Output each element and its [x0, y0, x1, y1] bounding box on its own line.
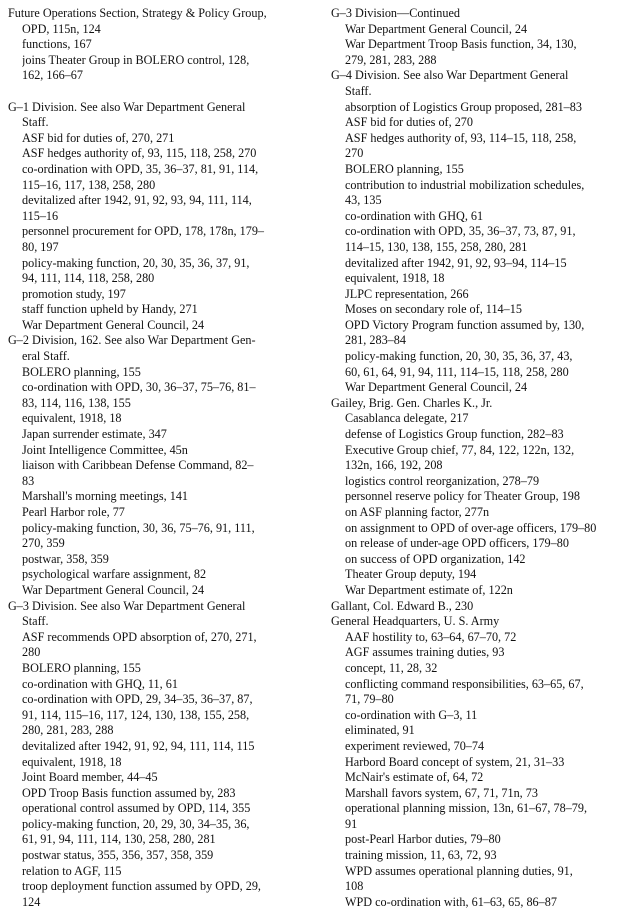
- index-subentry: War Department Troop Basis function, 34, 130,: [345, 37, 577, 52]
- index-subentry: equivalent, 1918, 18: [22, 754, 122, 769]
- index-continuation: 115–16: [22, 208, 59, 223]
- index-subentry: War Department General Council, 24: [345, 380, 528, 395]
- index-subentry: Marshall favors system, 67, 71, 71n, 73: [345, 785, 538, 800]
- index-subentry: post-Pearl Harbor duties, 79–80: [345, 832, 501, 847]
- index-subentry: policy-making function, 20, 30, 35, 36, 37, 91,: [22, 255, 250, 270]
- index-subentry: co-ordination with OPD, 30, 36–37, 75–76, 81–: [22, 380, 256, 395]
- index-subentry: McNair's estimate of, 64, 72: [345, 770, 484, 785]
- index-subentry: relation to AGF, 115: [22, 863, 122, 878]
- index-heading: G–2 Division, 162. See also War Department Gen-: [8, 333, 256, 348]
- index-subentry: postwar status, 355, 356, 357, 358, 359: [22, 848, 214, 863]
- index-subentry: BOLERO planning, 155: [22, 364, 141, 379]
- index-continuation: 280, 281, 283, 288: [22, 723, 114, 738]
- index-continuation: Staff.: [22, 614, 49, 629]
- index-subentry: experiment reviewed, 70–74: [345, 738, 485, 753]
- index-continuation: 60, 61, 64, 91, 94, 111, 114–15, 118, 258, 280: [345, 364, 569, 379]
- index-subentry: absorption of Logistics Group proposed, 281–83: [345, 99, 582, 114]
- index-subentry: postwar, 358, 359: [22, 551, 109, 566]
- index-continuation: 83: [22, 473, 35, 488]
- index-subentry: War Department General Council, 24: [22, 582, 205, 597]
- index-subentry: operational control assumed by OPD, 114, 355: [22, 801, 251, 816]
- index-subentry: Executive Group chief, 77, 84, 122, 122n, 132,: [345, 442, 575, 457]
- index-subentry: OPD Victory Program function assumed by, 130,: [345, 317, 585, 332]
- index-heading: G–4 Division. See also War Department General: [331, 68, 569, 83]
- index-subentry: War Department General Council, 24: [345, 21, 528, 36]
- index-continuation: 94, 111, 114, 118, 258, 280: [22, 271, 155, 286]
- index-subentry: Moses on secondary role of, 114–15: [345, 302, 522, 317]
- index-continuation: 162, 166–67: [22, 68, 83, 83]
- index-subentry: ASF hedges authority of, 93, 114–15, 118, 258,: [345, 130, 577, 145]
- index-subentry: OPD Troop Basis function assumed by, 283: [22, 785, 236, 800]
- index-subentry: Joint Board member, 44–45: [22, 770, 158, 785]
- index-subentry: conflicting command responsibilities, 63–65, 67,: [345, 676, 584, 691]
- index-subentry: Pearl Harbor role, 77: [22, 505, 125, 519]
- index-subentry: eliminated, 91: [345, 723, 415, 738]
- index-subentry: Harbord Board concept of system, 21, 31–33: [345, 754, 565, 769]
- index-subentry: co-ordination with GHQ, 61: [345, 208, 484, 223]
- index-heading: G–3 Division—Continued: [331, 6, 460, 20]
- index-continuation: 279, 281, 283, 288: [345, 52, 437, 67]
- index-heading: G–1 Division. See also War Department General: [8, 99, 246, 114]
- index-subentry: co-ordination with OPD, 35, 36–37, 73, 87, 91,: [345, 224, 576, 239]
- index-subentry: co-ordination with GHQ, 11, 61: [22, 676, 178, 691]
- index-continuation: 114–15, 130, 138, 155, 258, 280, 281: [345, 239, 528, 254]
- index-continuation: 115–16, 117, 138, 258, 280: [22, 177, 156, 192]
- index-continuation: Staff.: [22, 115, 49, 130]
- index-subentry: troop deployment function assumed by OPD, 29,: [22, 879, 261, 894]
- index-subentry: WPD assumes operational planning duties, 91,: [345, 863, 573, 878]
- index-subentry: policy-making function, 20, 29, 30, 34–35, 36,: [22, 816, 250, 831]
- index-continuation: 270, 359: [22, 536, 65, 551]
- index-subentry: concept, 11, 28, 32: [345, 660, 438, 675]
- index-subentry: personnel reserve policy for Theater Group, 198: [345, 489, 580, 504]
- index-subentry: co-ordination with OPD, 35, 36–37, 81, 91, 114,: [22, 161, 259, 176]
- index-subentry: Marshall's morning meetings, 141: [22, 489, 189, 504]
- index-heading: Gallant, Col. Edward B., 230: [331, 598, 474, 613]
- index-subentry: devitalized after 1942, 91, 92, 94, 111, 114, 115: [22, 738, 255, 753]
- index-subentry: ASF bid for duties of, 270, 271: [22, 130, 175, 145]
- index-continuation: 108: [345, 879, 364, 894]
- index-column-left: [8, 6, 320, 910]
- index-subentry: staff function upheld by Handy, 271: [22, 302, 198, 317]
- index-continuation: 83, 114, 116, 138, 155: [22, 395, 131, 410]
- index-continuation: 71, 79–80: [345, 692, 394, 707]
- index-continuation: 124: [22, 894, 41, 909]
- index-continuation: 80, 197: [22, 239, 59, 254]
- index-subentry: equivalent, 1918, 18: [345, 271, 445, 286]
- index-heading: General Headquarters, U. S. Army: [331, 614, 500, 629]
- index-subentry: devitalized after 1942, 91, 92, 93–94, 114–15: [345, 255, 567, 270]
- index-subentry: logistics control reorganization, 278–79: [345, 473, 540, 488]
- index-subentry: functions, 167: [22, 37, 92, 52]
- index-subentry: on release of under-age OPD officers, 179–80: [345, 536, 569, 551]
- index-subentry: BOLERO planning, 155: [22, 660, 141, 675]
- index-subentry: co-ordination with G–3, 11: [345, 707, 478, 722]
- index-subentry: Joint Intelligence Committee, 45n: [22, 442, 188, 457]
- index-heading: Gailey, Brig. Gen. Charles K., Jr.: [331, 395, 493, 410]
- index-continuation: OPD, 115n, 124: [22, 21, 101, 36]
- index-subentry: ASF recommends OPD absorption of, 270, 271,: [22, 629, 257, 644]
- index-continuation: 43, 135: [345, 193, 382, 208]
- index-subentry: psychological warfare assignment, 82: [22, 567, 207, 582]
- index-continuation: 280: [22, 645, 41, 660]
- index-subentry: personnel procurement for OPD, 178, 178n, 179–: [22, 224, 265, 239]
- index-subentry: liaison with Caribbean Defense Command, 82–: [22, 458, 254, 473]
- index-subentry: ASF hedges authority of, 93, 115, 118, 258, 270: [22, 146, 257, 161]
- index-subentry: contribution to industrial mobilization schedules,: [345, 177, 585, 192]
- index-subentry: WPD co-ordination with, 61–63, 65, 86–87: [345, 894, 557, 909]
- index-subentry: joins Theater Group in BOLERO control, 128,: [22, 52, 250, 67]
- index-subentry: operational planning mission, 13n, 61–67, 78–79,: [345, 801, 588, 816]
- index-subentry: Casablanca delegate, 217: [345, 411, 469, 426]
- index-continuation: Staff.: [345, 83, 372, 98]
- index-heading: G–3 Division. See also War Department General: [8, 598, 246, 613]
- index-subentry: co-ordination with OPD, 29, 34–35, 36–37, 87,: [22, 692, 253, 707]
- index-subentry: ASF bid for duties of, 270: [345, 115, 473, 130]
- index-subentry: on assignment to OPD of over-age officers, 179–80: [345, 520, 597, 535]
- index-subentry: JLPC representation, 266: [345, 286, 469, 301]
- index-subentry: policy-making function, 20, 30, 35, 36, 37, 43,: [345, 349, 573, 364]
- index-continuation: 91, 114, 115–16, 117, 124, 130, 138, 155, 258,: [22, 707, 250, 722]
- index-subentry: promotion study, 197: [22, 286, 126, 301]
- index-subentry: AAF hostility to, 63–64, 67–70, 72: [345, 629, 517, 644]
- index-column-right: [331, 6, 635, 910]
- index-subentry: War Department General Council, 24: [22, 317, 205, 332]
- index-subentry: on success of OPD organization, 142: [345, 551, 526, 566]
- index-continuation: 270: [345, 146, 364, 161]
- index-subentry: defense of Logistics Group function, 282–83: [345, 427, 564, 442]
- index-continuation: eral Staff.: [22, 349, 70, 364]
- index-subentry: Theater Group deputy, 194: [345, 567, 477, 582]
- index-subentry: equivalent, 1918, 18: [22, 411, 122, 426]
- index-continuation: 61, 91, 94, 111, 114, 130, 258, 280, 281: [22, 832, 216, 847]
- index-heading: Future Operations Section, Strategy & Policy Group,: [8, 6, 267, 20]
- index-subentry: policy-making function, 30, 36, 75–76, 91, 111,: [22, 520, 255, 535]
- index-continuation: 281, 283–84: [345, 333, 406, 348]
- index-subentry: training mission, 11, 63, 72, 93: [345, 848, 497, 863]
- index-continuation: 91: [345, 816, 358, 831]
- index-subentry: on ASF planning factor, 277n: [345, 505, 490, 519]
- index-subentry: War Department estimate of, 122n: [345, 582, 513, 597]
- index-subentry: AGF assumes training duties, 93: [345, 645, 505, 660]
- index-subentry: devitalized after 1942, 91, 92, 93, 94, 111, 114,: [22, 193, 252, 208]
- index-subentry: Japan surrender estimate, 347: [22, 427, 167, 442]
- index-continuation: 132n, 166, 192, 208: [345, 458, 443, 473]
- index-subentry: BOLERO planning, 155: [345, 161, 464, 176]
